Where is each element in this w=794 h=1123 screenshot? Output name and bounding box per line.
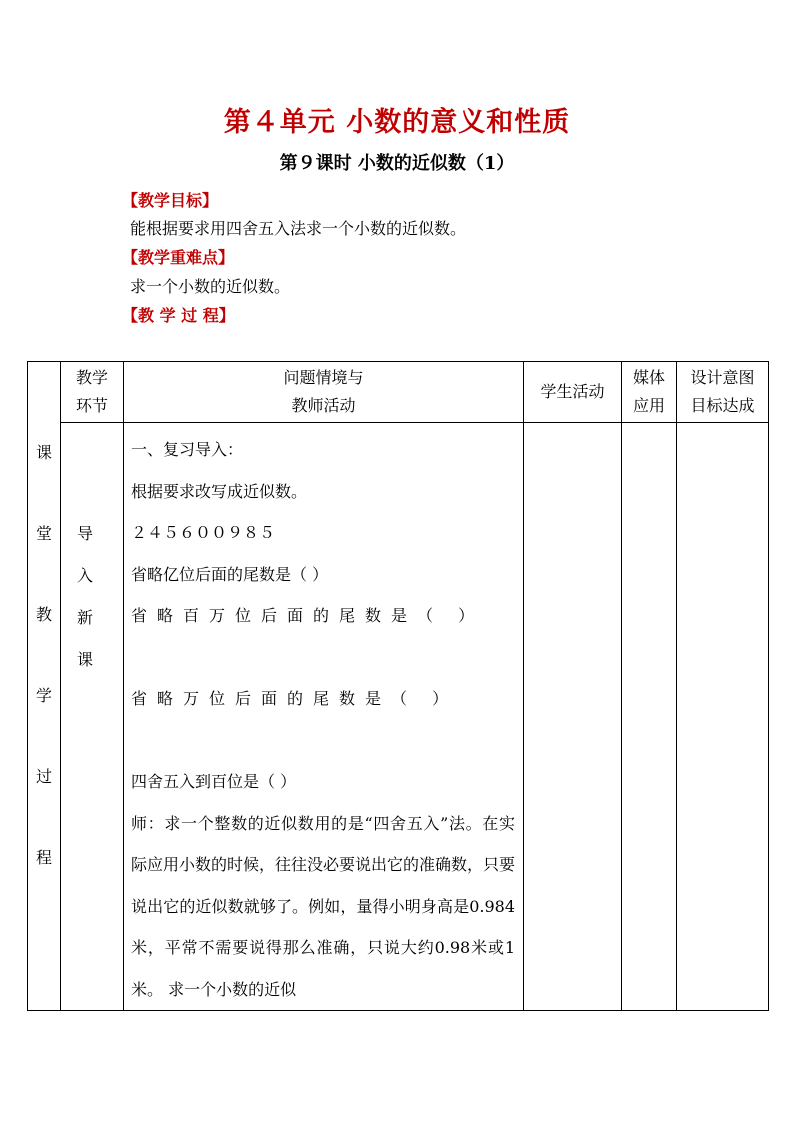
unit-title: 第４单元 小数的意义和性质 xyxy=(223,107,571,138)
content-paragraph: 师：求一个整数的近似数用的是“四舍五入”法。在实际应用小数的时候，往往没必要说出它的准确数，只要说出它的近似数就够了。例如，量得小明身高是0.984米，平常不需要说得那么准确，只说大约0.98米或1米。 求一个小数的近似 xyxy=(131,813,516,999)
student-activity-cell xyxy=(524,423,622,1011)
content-line: 省略亿位后面的尾数是（ ） xyxy=(131,564,329,584)
content-line: 省略万位后面的尾数是（ ） xyxy=(131,689,459,708)
key-text: 求一个小数的近似数。 xyxy=(130,277,291,296)
lesson-title: 第９课时 小数的近似数（1） xyxy=(279,153,515,174)
phase-cell: 导 入 新 课 xyxy=(61,423,124,1011)
media-cell xyxy=(622,423,677,1011)
activity-content xyxy=(124,423,524,1011)
content-line: ２４５６００９８５ xyxy=(131,523,276,542)
goal-label: 【教学目标】 xyxy=(122,191,219,210)
side-char: 过 xyxy=(35,767,52,786)
header-phase: 教学 环节 xyxy=(61,362,124,423)
side-label xyxy=(28,362,61,1011)
side-char: 课 xyxy=(35,443,52,462)
content-line: 省略百万位后面的尾数是（ ） xyxy=(131,606,485,625)
header-media: 媒体 应用 xyxy=(622,362,677,423)
side-char: 程 xyxy=(35,848,52,867)
key-label: 【教学重难点】 xyxy=(122,248,235,267)
header-activity: 问题情境与 教师活动 xyxy=(124,362,524,423)
design-cell xyxy=(677,423,769,1011)
side-char: 堂 xyxy=(35,524,52,543)
header-student: 学生活动 xyxy=(524,362,622,423)
content-line: 一、复习导入： xyxy=(131,440,244,459)
process-label: 【教 学 过 程】 xyxy=(122,306,235,325)
side-char: 教 xyxy=(35,605,52,624)
lesson-table xyxy=(27,361,769,1011)
goal-text: 能根据要求用四舍五入法求一个小数的近似数。 xyxy=(130,219,467,238)
content-line: 根据要求改写成近似数。 xyxy=(131,481,308,501)
side-char: 学 xyxy=(35,686,52,705)
content-line: 四舍五入到百位是（ ） xyxy=(131,772,297,791)
header-design: 设计意图 目标达成 xyxy=(677,362,769,423)
